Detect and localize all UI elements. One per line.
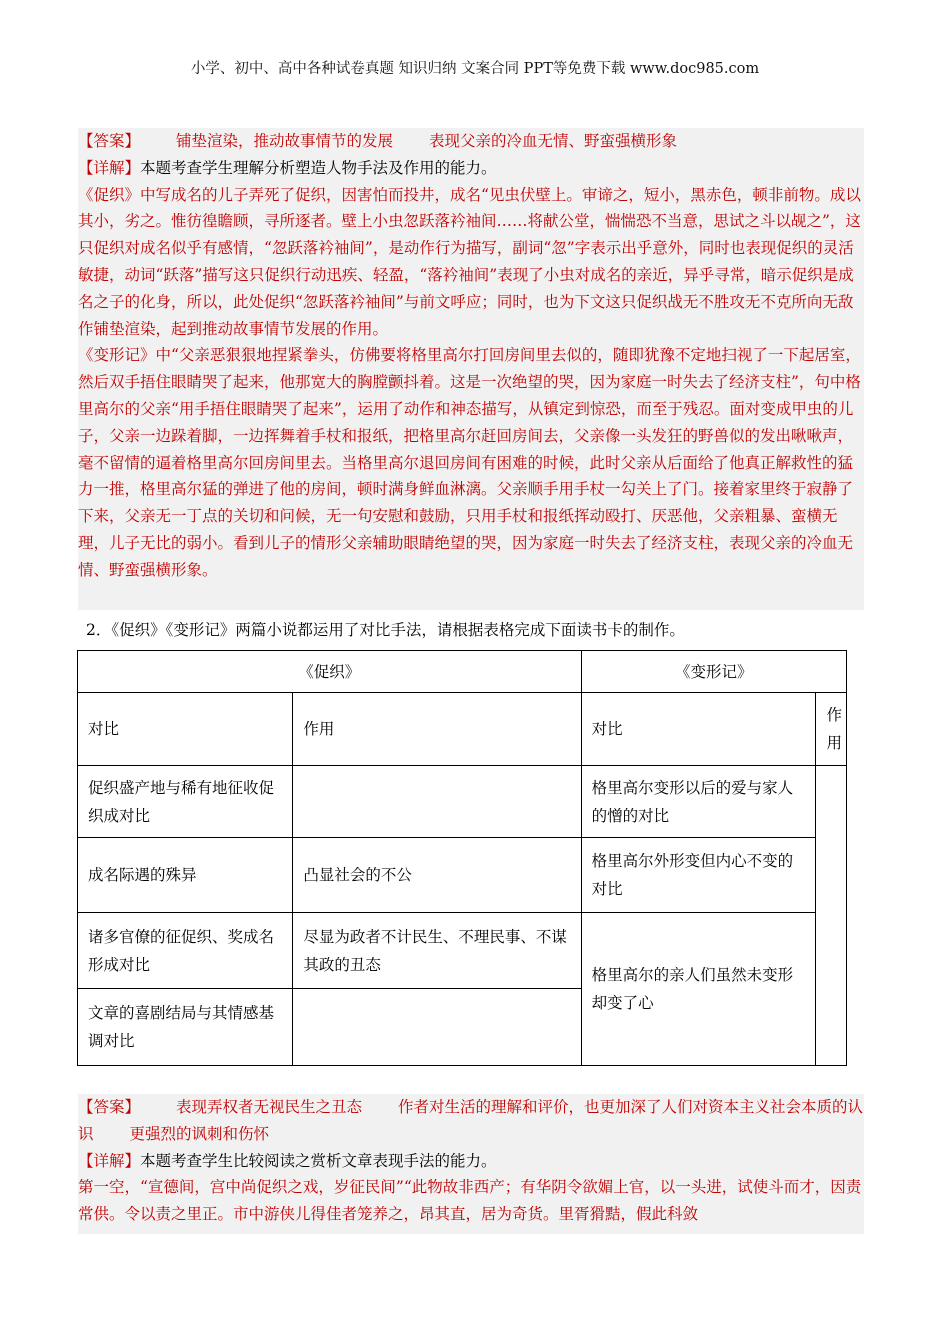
answer-1: 铺垫渲染，推动故事情节的发展 [176, 132, 394, 150]
detail-intro: 本题考查学生理解分析塑造人物手法及作用的能力。 [140, 158, 497, 177]
answer-line [78, 128, 864, 155]
col-compare-right: 对比 [581, 693, 816, 766]
right-compare-3: 格里高尔的亲人们虽然未变形却变了心 [581, 912, 816, 1065]
detail-tag-2: 【详解】 [78, 1151, 141, 1170]
header-bianxingji: 《变形记》 [581, 651, 846, 693]
detail-paragraph-1: 《促织》中写成名的儿子弄死了促织，因害怕而投井，成名“见虫伏壁上。审谛之，短小，黑赤色，顿非前物。成以其小，劣之。惟彷徨瞻顾，寻所逐者。壁上小虫忽跃落衿袖间……将献公堂，惴惴恐不当意，思试之斗以觇之”，这只促织对成名似乎有感情，“忽跃落衿袖间”，是动作行为描写，副词“忽”字表示出乎意外，同时也表现促织的灵活敏捷，动词“跃落”描写这只促织行动迅疾、轻盈，“落衿袖间”表现了小虫对成名的亲近，异乎寻常，暗示促织是成名之子的化身，所以，此处促织“忽跃落衿袖间”与前文呼应；同时，也为下文这只促织战无不胜攻无不克所向无敌作铺垫渲染，起到推动故事情节发展的作用。 [78, 185, 861, 338]
question-2: 2．《促织》《变形记》两篇小说都运用了对比手法，请根据表格完成下面读书卡的制作。 [86, 621, 685, 639]
detail-intro-2: 本题考查学生比较阅读之赏析文章表现手法的能力。 [140, 1151, 497, 1170]
col-effect-left: 作用 [293, 693, 581, 766]
left-effect-2: 凸显社会的不公 [293, 838, 581, 913]
answer-block-2 [78, 1094, 864, 1234]
detail-line-2 [78, 1148, 864, 1175]
page-header: 小学、初中、高中各种试卷真题 知识归纳 文案合同 PPT等免费下载 www.doc985.com [190, 61, 760, 77]
left-effect-3: 尽显为政者不计民生、不理民事、不谋其政的丑态 [293, 912, 581, 989]
right-effect-blank [816, 765, 847, 1065]
right-compare-1: 格里高尔变形以后的爱与家人的憎的对比 [581, 765, 816, 838]
answer2-1: 表现弄权者无视民生之丑态 [176, 1098, 363, 1116]
left-compare-3: 诸多官僚的征促织、奖成名形成对比 [78, 912, 293, 989]
answer-line-2 [78, 1094, 864, 1148]
left-compare-2: 成名际遇的殊异 [78, 838, 293, 913]
answer-tag-2: 【答案】 [78, 1098, 141, 1116]
answer2-2: 作者对生活的理解和评价，也更加深了人们对资本主义社会本质的认识 [78, 1098, 864, 1143]
left-compare-1: 促织盛产地与稀有地征收促织成对比 [78, 765, 293, 838]
detail-paragraph-2: 《变形记》中“父亲恶狠狠地捏紧拳头，仿佛要将格里高尔打回房间里去似的，随即犹豫不定地扫视了一下起居室，然后双手捂住眼睛哭了起来，他那宽大的胸膛颤抖着。这是一次绝望的哭，因为家庭一时失去了经济支柱”，句中格里高尔的父亲“用手捂住眼睛哭了起来”，运用了动作和神态描写，从镇定到惊恐，而至于残忍。面对变成甲虫的儿子，父亲一边跺着脚，一边挥舞着手杖和报纸，把格里高尔赶回房间去，父亲像一头发狂的野兽似的发出啾啾声，毫不留情的逼着格里高尔回房间里去。当格里高尔退回房间有困难的时候，此时父亲从后面给了他真正解救性的猛力一推，格里高尔猛的弹进了他的房间，顿时满身鲜血淋漓。父亲顺手用手杖一勾关上了门。接着家里终于寂静了下来，父亲无一丁点的关切和问候，无一句安慰和鼓励，只用手杖和报纸挥动殴打、厌恶他，父亲粗暴、蛮横无理，儿子无比的弱小。看到儿子的情形父亲辅助眼睛绝望的哭，因为家庭一时失去了经济支柱，表现父亲的冷血无情、野蛮强横形象。 [78, 346, 861, 579]
right-compare-2: 格里高尔外形变但内心不变的对比 [581, 838, 816, 913]
left-effect-4 [293, 989, 581, 1066]
header-cuzhi: 《促织》 [78, 651, 582, 693]
col-compare-left: 对比 [78, 693, 293, 766]
answer2-3: 更强烈的讽刺和伤怀 [129, 1124, 270, 1143]
detail2-paragraph-1: 第一空，“宣德间，宫中尚促织之戏，岁征民间”“此物故非西产；有华阴令欲媚上官，以一头进，试使斗而才，因责常供。令以责之里正。市中游侠儿得佳者笼养之，昂其直，居为奇货。里胥猾黠，假此科敛 [78, 1178, 862, 1224]
answer-block-1 [78, 128, 864, 610]
left-effect-1 [293, 765, 581, 838]
answer-tag: 【答案】 [78, 132, 141, 150]
detail-tag: 【详解】 [78, 158, 141, 177]
reading-card-table [77, 650, 847, 1066]
answer-2: 表现父亲的冷血无情、野蛮强横形象 [429, 132, 678, 150]
col-effect-right: 作用 [816, 693, 847, 766]
detail-line [78, 155, 864, 182]
left-compare-4: 文章的喜剧结局与其情感基调对比 [78, 989, 293, 1066]
